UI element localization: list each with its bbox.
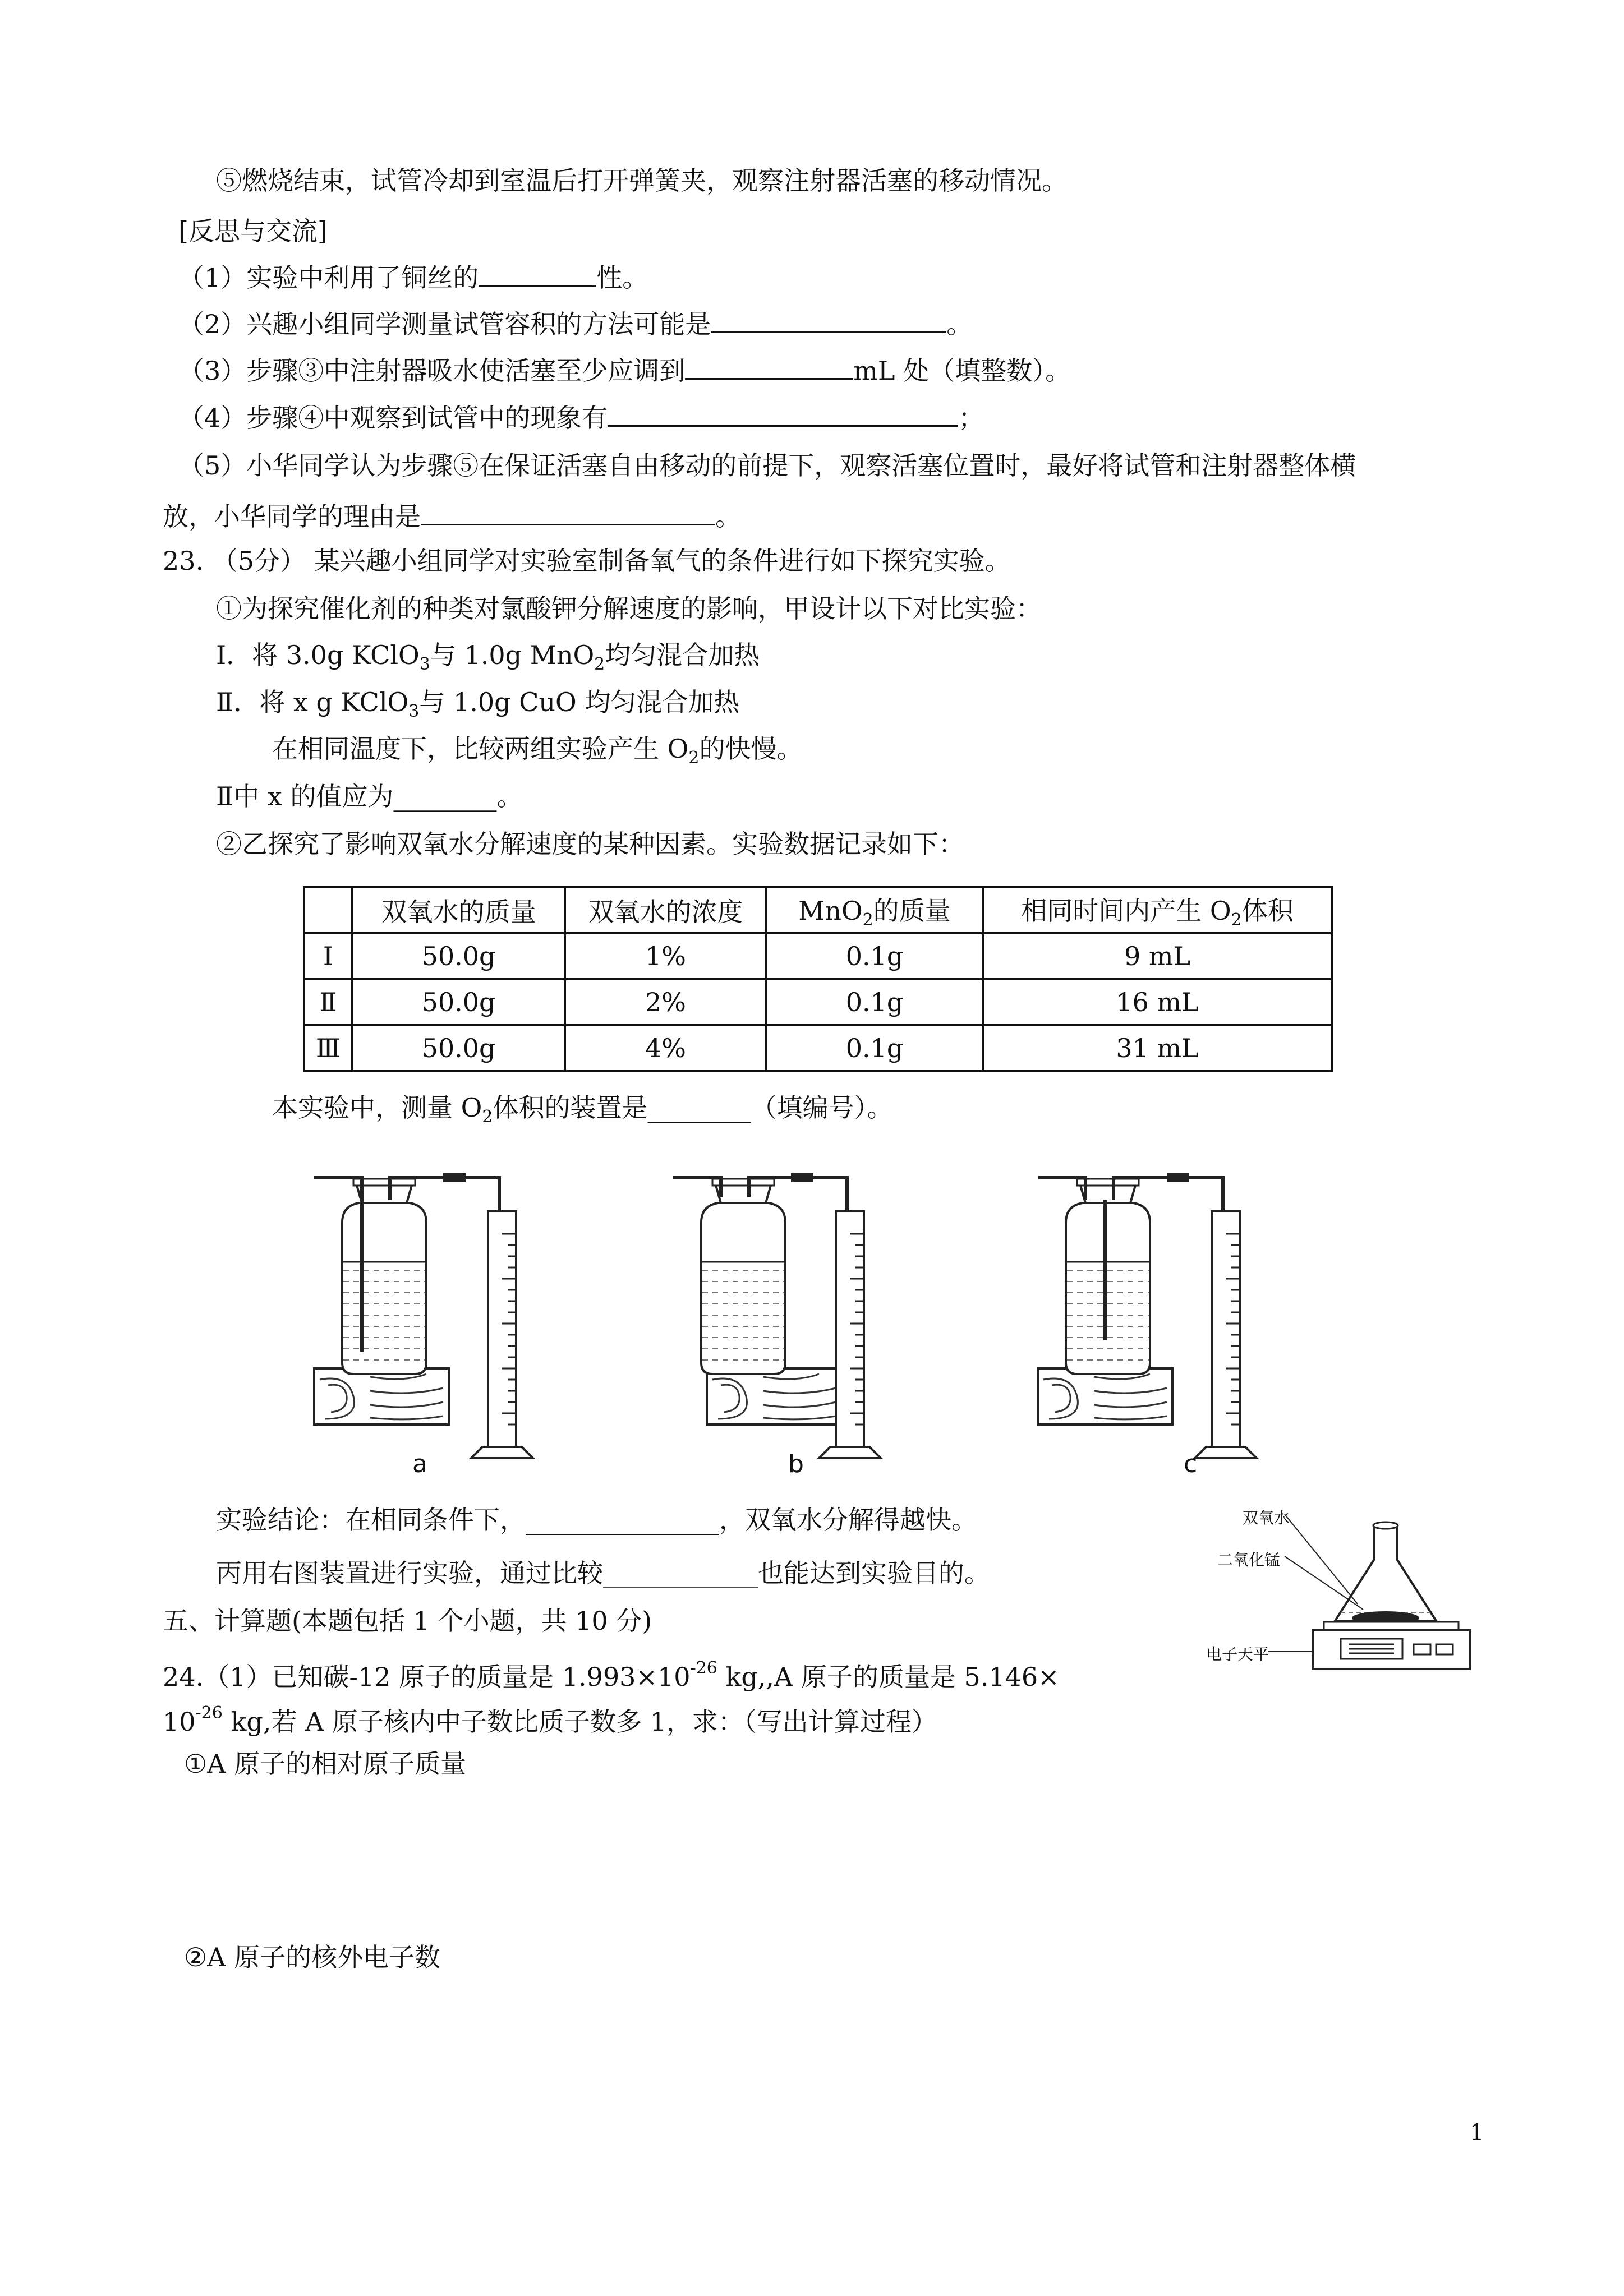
question-3: （3）步骤③中注射器吸水使活塞至少应调到 mL 处（填整数）。: [178, 352, 1071, 388]
question-23: 23. （5分） 某兴趣小组同学对实验室制备氧气的条件进行如下探究实验。: [163, 546, 1011, 576]
answer-blank[interactable]: [711, 306, 946, 333]
table-cell: 50.0g: [352, 1025, 565, 1071]
question-5: （5）小华同学认为步骤⑤在保证活塞自由移动的前提下，观察活塞位置时，最好将试管和注射器整体横: [178, 450, 1356, 481]
apparatus-a: [314, 1173, 533, 1458]
measure-question: 本实验中，测量 $O_2$体积的装置是________（填编号）。: [272, 1092, 893, 1127]
apparatus-c: [1038, 1173, 1257, 1458]
question-1: （1）实验中利用了铜丝的 性。: [178, 259, 648, 294]
question-24-part1: ①A 原子的相对原子质量: [184, 1749, 467, 1779]
table-cell: 31 mL: [983, 1025, 1332, 1071]
answer-blank[interactable]: [685, 352, 853, 380]
label-manganese-dioxide: 二氧化锰: [1217, 1551, 1281, 1569]
table-cell: Ⅰ: [304, 933, 352, 979]
question-4: （4）步骤④中观察到试管中的现象有 ；: [178, 399, 984, 435]
table-cell: 0.1g: [766, 979, 983, 1025]
answer-blank[interactable]: [479, 259, 596, 287]
question-5-cont: 放，小华同学的理由是 。: [163, 498, 741, 533]
table-row: [304, 979, 1332, 1025]
experiment-2: Ⅱ．将 x g KClO$_3$与 1.0g CuO 均匀混合加热: [216, 687, 740, 721]
table-cell: MnO$_2$的质量: [766, 887, 983, 933]
table-cell: 双氧水的质量: [352, 887, 565, 933]
label-electronic-balance: 电子天平: [1206, 1645, 1269, 1663]
table-cell: Ⅱ: [304, 979, 352, 1025]
data-table: [303, 886, 1333, 1072]
table-cell: 4%: [565, 1025, 766, 1071]
table-row: [304, 1025, 1332, 1071]
experiment-1: Ⅰ．将 3.0g KClO$_3$与 1.0g MnO$_2$均匀混合加热: [216, 640, 760, 674]
question-2: （2）兴趣小组同学测量试管容积的方法可能是 。: [178, 306, 972, 341]
table-cell: 0.1g: [766, 933, 983, 979]
table-cell: 50.0g: [352, 979, 565, 1025]
comparison-text: 在相同温度下，比较两组实验产生 $O_2$的快慢。: [272, 734, 803, 768]
answer-blank[interactable]: [608, 399, 958, 427]
question-24-part2: ②A 原子的核外电子数: [184, 1942, 441, 1972]
page-number: 1: [1470, 2120, 1484, 2146]
question-24: 24.（1）已知碳-12 原子的质量是 $1.993\times 10^{-26}$ kg,,A 原子的质量是 5.146×: [163, 1658, 1060, 1692]
section-5-heading: 五、计算题(本题包括 1 个小题，共 10 分): [163, 1606, 652, 1636]
table-cell: 16 mL: [983, 979, 1332, 1025]
apparatus-figure: [292, 1144, 1346, 1492]
table-cell: 相同时间内产生 $O_2$体积: [983, 887, 1332, 933]
label-hydrogen-peroxide: 双氧水: [1243, 1509, 1290, 1527]
step5-text: ⑤燃烧结束，试管冷却到室温后打开弹簧夹，观察注射器活塞的移动情况。: [216, 165, 1068, 196]
table-row: [304, 933, 1332, 979]
x-value-question: Ⅱ中 x 的值应为________。: [216, 781, 523, 812]
conclusion-text: 实验结论：在相同条件下，_______________，双氧水分解得越快。: [216, 1505, 977, 1535]
table-cell: 50.0g: [352, 933, 565, 979]
question-23-part2: ②乙探究了影响双氧水分解速度的某种因素。实验数据记录如下：: [216, 829, 964, 859]
figure-label-b: b: [788, 1450, 804, 1478]
bing-text: 丙用右图装置进行实验，通过比较____________也能达到实验目的。: [216, 1558, 990, 1588]
reflection-heading: [反思与交流]: [178, 216, 328, 246]
table-cell: 0.1g: [766, 1025, 983, 1071]
table-cell: Ⅲ: [304, 1025, 352, 1071]
question-24-cont: $10^{-26}$ kg,若 A 原子核内中子数比质子数多 1，求：（写出计算过程）: [163, 1703, 937, 1737]
apparatus-b: [673, 1173, 881, 1458]
figure-label-a: a: [412, 1450, 427, 1478]
table-cell: 双氧水的浓度: [565, 887, 766, 933]
table-cell: 1%: [565, 933, 766, 979]
table-cell: 2%: [565, 979, 766, 1025]
table-cell: [304, 887, 352, 933]
table-cell: 9 mL: [983, 933, 1332, 979]
answer-blank[interactable]: [421, 498, 715, 525]
table-row: [304, 887, 1332, 933]
figure-label-c: c: [1184, 1450, 1198, 1478]
question-23-part1: ①为探究催化剂的种类对氯酸钾分解速度的影响，甲设计以下对比实验：: [216, 593, 1042, 624]
